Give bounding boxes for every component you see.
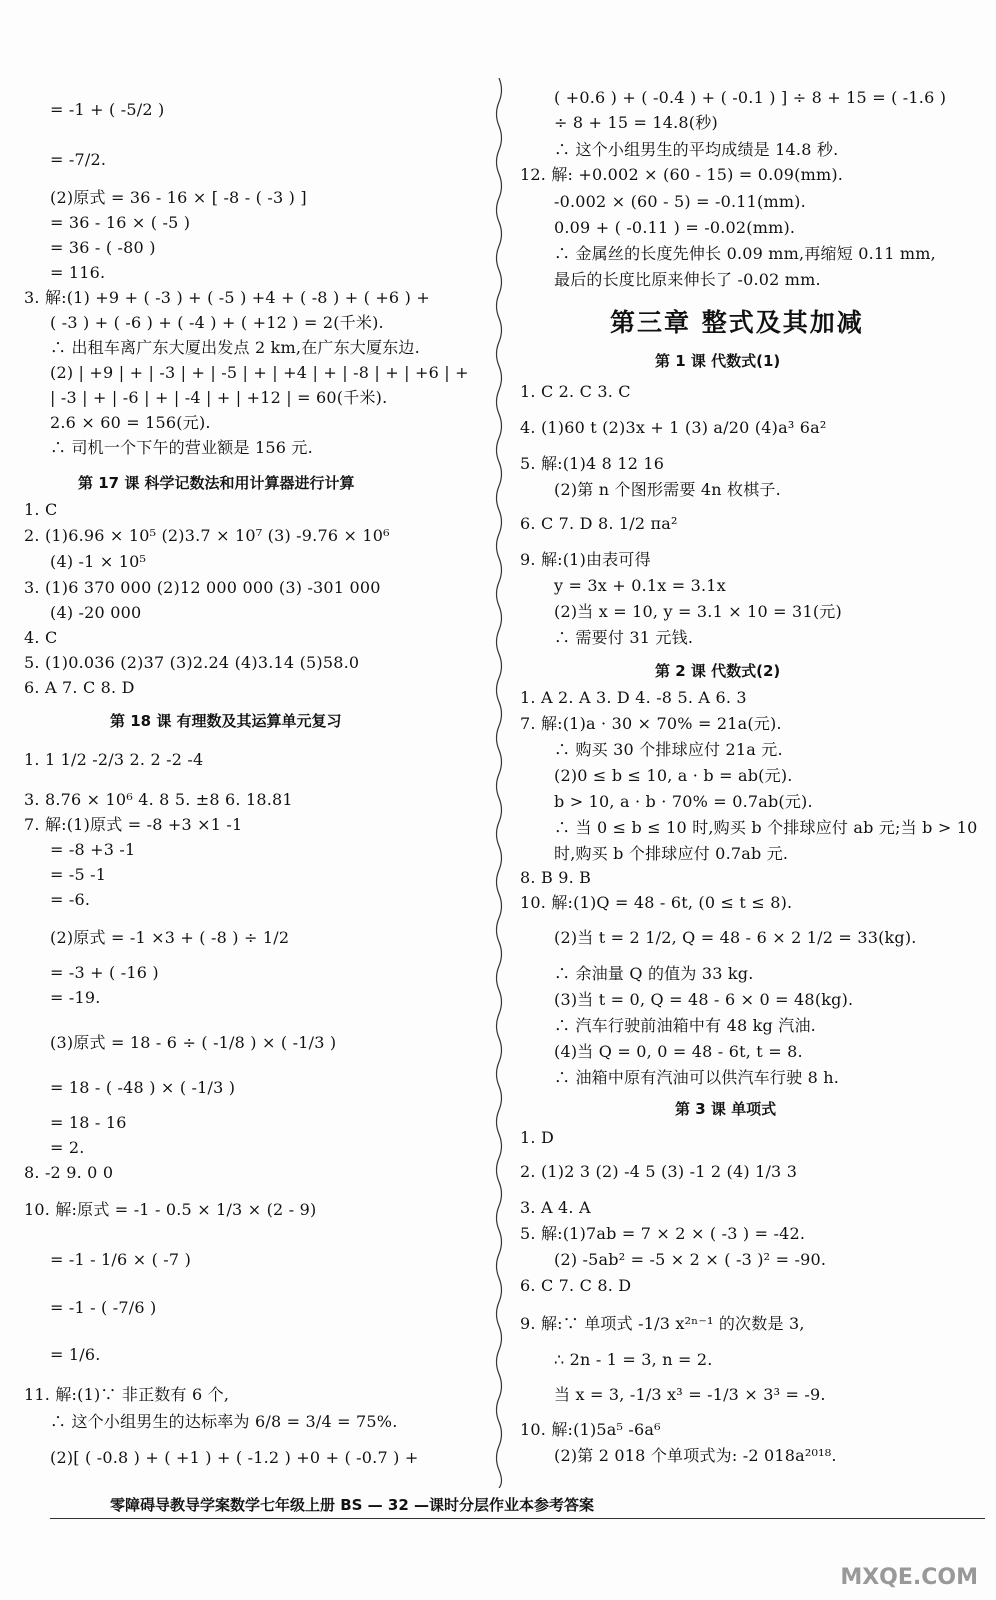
answer-line: 3. (1)6 370 000 (2)12 000 000 (3) -301 000: [24, 578, 381, 597]
answer-line: 10. 解:(1)5a⁵ -6a⁶: [520, 1420, 661, 1439]
answer-line: ∴ 购买 30 个排球应付 21a 元.: [554, 740, 783, 759]
answer-line: (2)0 ≤ b ≤ 10, a · b = ab(元).: [554, 766, 793, 785]
answer-line: (2)当 x = 10, y = 3.1 × 10 = 31(元): [554, 602, 842, 621]
column-divider: [492, 78, 506, 1488]
answer-line: 8. B 9. B: [520, 868, 592, 887]
answer-line: ∴ 汽车行驶前油箱中有 48 kg 汽油.: [554, 1016, 816, 1035]
answer-line: 4. C: [24, 628, 58, 647]
answer-line: (2)当 t = 2 1/2, Q = 48 - 6 × 2 1/2 = 33(kg).: [554, 928, 917, 947]
answer-line: = -19.: [50, 988, 101, 1007]
answer-line: 1. C 2. C 3. C: [520, 382, 631, 401]
answer-line: = -6.: [50, 890, 91, 909]
answer-line: ∴ 司机一个下午的营业额是 156 元.: [50, 438, 313, 457]
answer-line: (4)当 Q = 0, 0 = 48 - 6t, t = 8.: [554, 1042, 803, 1061]
answer-line: | -3 | + | -6 | + | -4 | + | +12 | = 60(千米).: [50, 388, 388, 407]
answer-line: = -8 +3 -1: [50, 840, 136, 859]
answer-line: 8. -2 9. 0 0: [24, 1163, 114, 1182]
answer-line: 5. 解:(1)7ab = 7 × 2 × ( -3 ) = -42.: [520, 1224, 806, 1243]
answer-line: (2)原式 = -1 ×3 + ( -8 ) ÷ 1/2: [50, 928, 290, 947]
answer-line: = 116.: [50, 263, 106, 282]
answer-line: = 2.: [50, 1138, 85, 1157]
answer-line: 当 x = 3, -1/3 x³ = -1/3 × 3³ = -9.: [554, 1385, 826, 1404]
answer-line: (2)第 n 个图形需要 4n 枚棋子.: [554, 480, 781, 499]
answer-line: ∴ 需要付 31 元钱.: [554, 628, 694, 647]
answer-line: 6. C 7. D 8. 1/2 πa²: [520, 514, 678, 533]
answer-line: 1. C: [24, 500, 58, 519]
answer-line: 2. (1)6.96 × 10⁵ (2)3.7 × 10⁷ (3) -9.76 × 10⁶: [24, 526, 390, 545]
lesson-title: 第 17 课 科学记数法和用计算器进行计算: [78, 474, 355, 492]
footer-rule: [50, 1518, 985, 1519]
answer-line: = 18 - 16: [50, 1113, 127, 1132]
answer-line: (4) -1 × 10⁵: [50, 552, 147, 571]
answer-line: 9. 解:(1)由表可得: [520, 550, 651, 569]
answer-line: = -3 + ( -16 ): [50, 963, 159, 982]
answer-line: 时,购买 b 个排球应付 0.7ab 元.: [554, 844, 789, 863]
answer-line: = 18 - ( -48 ) × ( -1/3 ): [50, 1078, 236, 1097]
answer-line: y = 3x + 0.1x = 3.1x: [554, 576, 726, 595]
answer-line: 3. 8.76 × 10⁶ 4. 8 5. ±8 6. 18.81: [24, 790, 293, 809]
answer-line: (2)第 2 018 个单项式为: -2 018a²⁰¹⁸.: [554, 1446, 837, 1465]
answer-line: ∴ 金属丝的长度先伸长 0.09 mm,再缩短 0.11 mm,: [554, 244, 936, 263]
answer-line: ∴ 当 0 ≤ b ≤ 10 时,购买 b 个排球应付 ab 元;当 b > 10: [554, 818, 978, 837]
answer-line: = -5 -1: [50, 865, 107, 884]
answer-line: -0.002 × (60 - 5) = -0.11(mm).: [554, 192, 806, 211]
answer-line: 0.09 + ( -0.11 ) = -0.02(mm).: [554, 218, 796, 237]
answer-line: 2.6 × 60 = 156(元).: [50, 413, 211, 432]
answer-line: 1. 1 1/2 -2/3 2. 2 -2 -4: [24, 750, 204, 769]
answer-line: ÷ 8 + 15 = 14.8(秒): [554, 113, 718, 132]
answer-line: 10. 解:原式 = -1 - 0.5 × 1/3 × (2 - 9): [24, 1200, 317, 1219]
answer-line: ∴ 2n - 1 = 3, n = 2.: [554, 1350, 713, 1369]
answer-line: = -1 - ( -7/6 ): [50, 1298, 157, 1317]
answer-line: = -7/2.: [50, 150, 107, 169]
answer-line: (4) -20 000: [50, 603, 142, 622]
watermark-logo: MXQE.COM: [840, 1565, 978, 1590]
lesson-title: 第 18 课 有理数及其运算单元复习: [110, 712, 342, 730]
answer-line: = 1/6.: [50, 1345, 101, 1364]
answer-line: 2. (1)2 3 (2) -4 5 (3) -1 2 (4) 1/3 3: [520, 1162, 798, 1181]
answer-line: 12. 解: +0.002 × (60 - 15) = 0.09(mm).: [520, 165, 844, 184]
answer-line: 5. 解:(1)4 8 12 16: [520, 454, 665, 473]
answer-line: 7. 解:(1)a · 30 × 70% = 21a(元).: [520, 714, 782, 733]
answer-line: (2)[ ( -0.8 ) + ( +1 ) + ( -1.2 ) +0 + ( -0.7 ) +: [50, 1448, 419, 1467]
answer-line: (3)原式 = 18 - 6 ÷ ( -1/8 ) × ( -1/3 ): [50, 1033, 337, 1052]
answer-line: ∴ 出租车离广东大厦出发点 2 km,在广东大厦东边.: [50, 338, 420, 357]
answer-line: ( +0.6 ) + ( -0.4 ) + ( -0.1 ) ] ÷ 8 + 15 = ( -1.6 ): [554, 88, 947, 107]
lesson-title: 第 3 课 单项式: [675, 1100, 777, 1118]
answer-line: ∴ 这个小组男生的达标率为 6/8 = 3/4 = 75%.: [50, 1412, 398, 1431]
page-footer: 零障碍导教导学案数学七年级上册 BS — 32 —课时分层作业本参考答案: [110, 1496, 595, 1514]
lesson-title: 第 2 课 代数式(2): [655, 662, 781, 680]
answer-line: 9. 解:∵ 单项式 -1/3 x²ⁿ⁻¹ 的次数是 3,: [520, 1314, 805, 1333]
answer-line: 4. (1)60 t (2)3x + 1 (3) a/20 (4)a³ 6a²: [520, 418, 827, 437]
answer-line: (3)当 t = 0, Q = 48 - 6 × 0 = 48(kg).: [554, 990, 854, 1009]
answer-line: 3. 解:(1) +9 + ( -3 ) + ( -5 ) +4 + ( -8 ) + ( +6 ) +: [24, 288, 430, 307]
answer-line: 6. C 7. C 8. D: [520, 1276, 632, 1295]
left-column: [0, 0, 490, 1480]
answer-line: b > 10, a · b · 70% = 0.7ab(元).: [554, 792, 813, 811]
answer-line: 最后的长度比原来伸长了 -0.02 mm.: [554, 270, 821, 289]
answer-line: = -1 + ( -5/2 ): [50, 100, 165, 119]
answer-line: 3. A 4. A: [520, 1198, 591, 1217]
answer-line: 7. 解:(1)原式 = -8 +3 ×1 -1: [24, 815, 243, 834]
answer-line: (2) | +9 | + | -3 | + | -5 | + | +4 | + | -8 | + | +6 | +: [50, 363, 469, 382]
answer-line: (2)原式 = 36 - 16 × [ -8 - ( -3 ) ]: [50, 188, 307, 207]
answer-line: ∴ 这个小组男生的平均成绩是 14.8 秒.: [554, 140, 839, 159]
answer-line: 10. 解:(1)Q = 48 - 6t, (0 ≤ t ≤ 8).: [520, 893, 793, 912]
answer-line: 1. A 2. A 3. D 4. -8 5. A 6. 3: [520, 688, 747, 707]
answer-line: = -1 - 1/6 × ( -7 ): [50, 1250, 192, 1269]
answer-line: ∴ 余油量 Q 的值为 33 kg.: [554, 964, 754, 983]
right-column: [510, 0, 990, 1480]
chapter-title: 第三章 整式及其加减: [610, 308, 864, 337]
answer-line: 11. 解:(1)∵ 非正数有 6 个,: [24, 1385, 230, 1404]
answer-line: = 36 - ( -80 ): [50, 238, 156, 257]
lesson-title: 第 1 课 代数式(1): [655, 352, 781, 370]
answer-line: ∴ 油箱中原有汽油可以供汽车行驶 8 h.: [554, 1068, 840, 1087]
answer-line: 6. A 7. C 8. D: [24, 678, 135, 697]
answer-line: 1. D: [520, 1128, 554, 1147]
answer-line: (2) -5ab² = -5 × 2 × ( -3 )² = -90.: [554, 1250, 827, 1269]
answer-line: = 36 - 16 × ( -5 ): [50, 213, 191, 232]
answer-line: ( -3 ) + ( -6 ) + ( -4 ) + ( +12 ) = 2(千米).: [50, 313, 384, 332]
answer-line: 5. (1)0.036 (2)37 (3)2.24 (4)3.14 (5)58.0: [24, 653, 360, 672]
